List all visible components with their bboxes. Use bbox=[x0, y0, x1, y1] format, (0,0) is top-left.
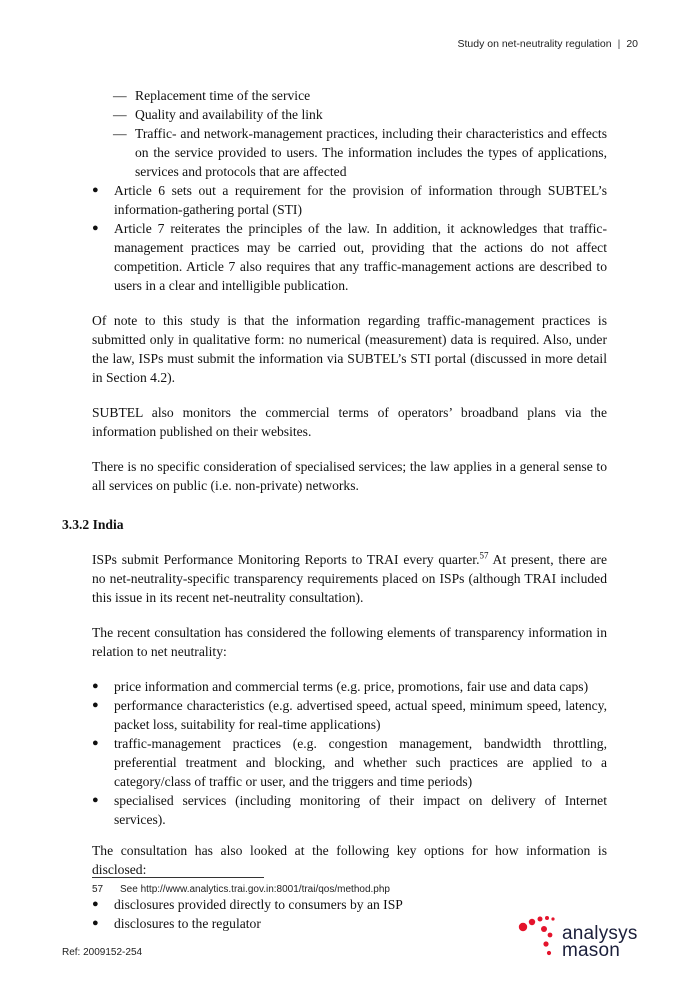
list-item: ● Article 7 reiterates the principles of the law. In addition, it acknowledges that traffic-management practices may be carried out, providing that the actions do not affect competition. Article 7 also requires that any traffic-management actions are described to users in a clear and intelligible publication. bbox=[92, 221, 607, 293]
list-item: ● specialised services (including monitoring of their impact on delivery of Internet services). bbox=[92, 793, 607, 827]
transparency-elements-list bbox=[92, 677, 607, 829]
list-item: — Replacement time of the service bbox=[113, 88, 311, 103]
paragraph: Of note to this study is that the information regarding traffic-management practices is submitted only in qualitative form: no numerical (measurement) data is required. Also, under the law, ISPs must submit the information via SUBTEL’s STI portal (discussed in more detail in Section 4.2). bbox=[92, 313, 607, 385]
bullet-icon: ● bbox=[92, 737, 99, 749]
paragraph: There is no specific consideration of specialised services; the law applies in a general sense to all services on public (i.e. non-private) networks. bbox=[92, 459, 607, 493]
bullet-icon: ● bbox=[92, 917, 99, 929]
footnote-reference[interactable]: 57 bbox=[479, 550, 489, 561]
bullet-icon: ● bbox=[92, 699, 99, 711]
bullet-icon: ● bbox=[92, 794, 99, 806]
header-title: Study on net-neutrality regulation bbox=[457, 38, 612, 50]
logo-word-mason: mason bbox=[562, 940, 621, 961]
list-item: — Traffic- and network-management practices, including their characteristics and effects on the service provided to users. The information includes the types of applications, services and protocols that are affected bbox=[113, 126, 607, 179]
logo-word-analysys: analysys bbox=[562, 923, 638, 944]
dash-marker: — bbox=[113, 88, 127, 103]
article-list bbox=[92, 181, 607, 295]
footnote-link[interactable]: See http://www.analytics.trai.gov.in:8001/trai/qos/method.php bbox=[120, 884, 390, 895]
bullet-icon: ● bbox=[92, 184, 99, 196]
list-item: ● Article 6 sets out a requirement for the provision of information through SUBTEL’s information-gathering portal (STI) bbox=[92, 183, 607, 217]
page-header bbox=[457, 38, 638, 50]
dash-marker: — bbox=[113, 126, 127, 141]
document-reference: Ref: 2009152-254 bbox=[62, 947, 143, 958]
footnote-number: 57 bbox=[92, 884, 104, 895]
list-item: — Quality and availability of the link bbox=[113, 107, 323, 122]
list-item: ● price information and commercial terms (e.g. price, promotions, fair use and data caps) bbox=[92, 679, 589, 694]
logo-dots-icon bbox=[516, 913, 564, 963]
page-body bbox=[62, 86, 607, 933]
header-separator: | bbox=[617, 38, 621, 50]
footnote bbox=[92, 884, 390, 895]
list-item: ● performance characteristics (e.g. advertised speed, actual speed, minimum speed, latency, packet loss, suitability for real-time applications) bbox=[92, 698, 607, 732]
section-heading: 3.3.2 India bbox=[62, 517, 124, 532]
list-item: ● disclosures to the regulator bbox=[92, 916, 261, 931]
paragraph: ISPs submit Performance Monitoring Reports to TRAI every quarter.$^{57}$ At present, there are no net-neutrality-specific transparency requirements placed on ISPs (although TRAI included this issue in its recent net-neutrality consultation). bbox=[92, 550, 607, 605]
list-item: ● disclosures provided directly to consumers by an ISP bbox=[92, 897, 403, 912]
bullet-icon: ● bbox=[92, 680, 99, 692]
list-item: ● traffic-management practices (e.g. congestion management, bandwidth throttling, preferential treatment and blocking, and whether such practices are applied to a category/class of traffic or user, and the triggers and time periods) bbox=[92, 736, 607, 789]
bullet-icon: ● bbox=[92, 898, 99, 910]
page-number: 20 bbox=[626, 38, 638, 50]
paragraph: SUBTEL also monitors the commercial terms of operators’ broadband plans via the information published on their websites. bbox=[92, 405, 607, 439]
bullet-icon: ● bbox=[92, 222, 99, 234]
paragraph: The recent consultation has considered the following elements of transparency information in relation to net neutrality: bbox=[92, 625, 607, 659]
dash-marker: — bbox=[113, 107, 127, 122]
footnote-divider bbox=[92, 877, 264, 878]
dash-list bbox=[92, 86, 607, 181]
paragraph: The consultation has also looked at the following key options for how information is disclosed: bbox=[92, 843, 607, 877]
analysys-mason-logo bbox=[516, 913, 646, 963]
